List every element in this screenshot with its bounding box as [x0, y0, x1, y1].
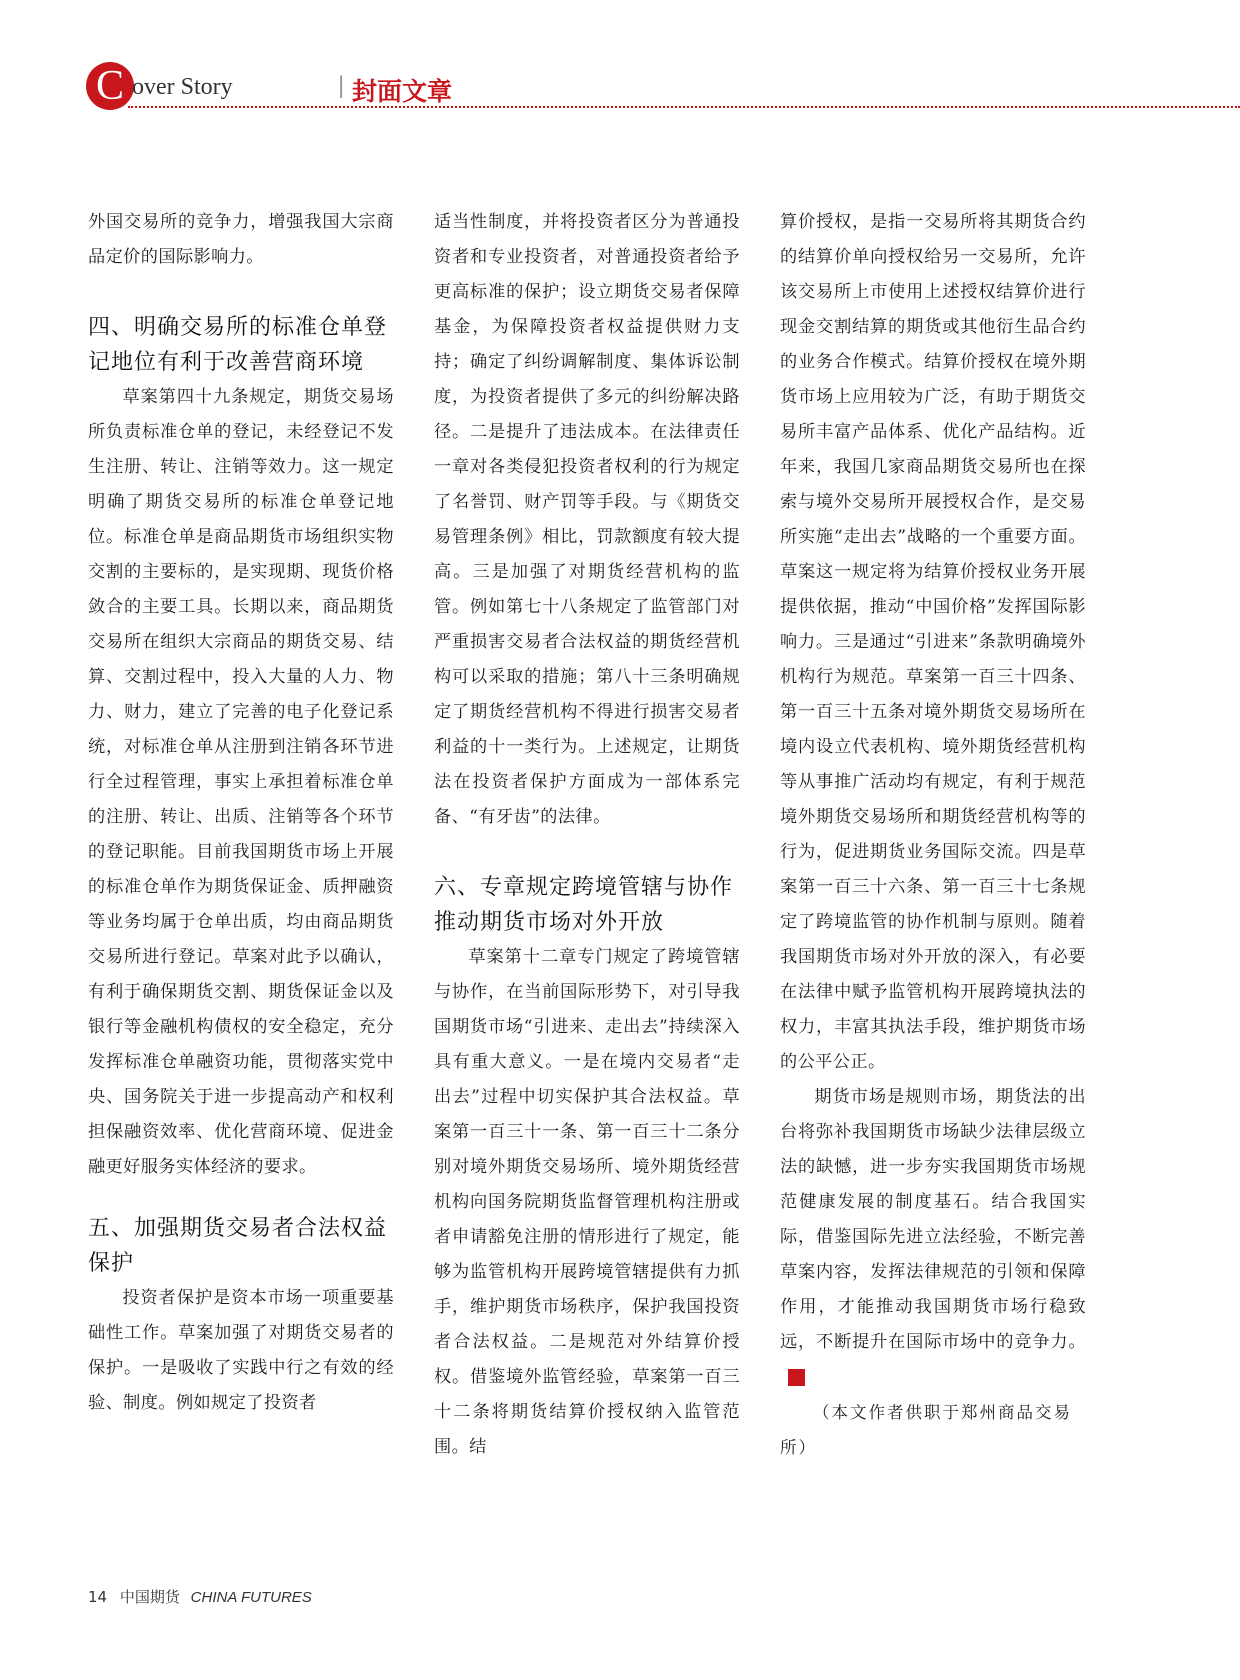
section-heading-5: 五、加强期货交易者合法权益保护	[88, 1216, 388, 1276]
header-dotted-rule	[128, 106, 1240, 108]
text-column-3	[780, 205, 1086, 1465]
magazine-name-cn: 中国期货	[119, 1588, 180, 1606]
paragraph: 草案第十二章专门规定了跨境管辖与协作，在当前国际形势下，对引导我国期货市场“引进来、走出去”持续深入具有重大意义。一是在境内交易者“走出去”过程中切实保护其合法权益。草案第一百三十一条、第一百三十二条分别对境外期货交易场所、境外期货经营机构向国务院期货监督管理机构注册或者申请豁免注册的情形进行了规定，能够为监管机构开展跨境管辖提供有力抓手，维护期货市场秩序，保护我国投资者合法权益。二是规范对外结算价授权。借鉴境外监管经验，草案第一百三十二条将期货结算价授权纳入监管范围。结	[434, 947, 740, 1457]
section-heading-6: 六、专章规定跨境管辖与协作推动期货市场对外开放	[434, 875, 734, 935]
text-column-1	[88, 205, 394, 1421]
paragraph: 投资者保护是资本市场一项重要基础性工作。草案加强了对期货交易者的保护。一是吸收了实践中行之有效的经验、制度。例如规定了投资者	[88, 1288, 394, 1413]
author-note: （本文作者供职于郑州商品交易所）	[780, 1403, 1072, 1457]
paragraph: 适当性制度，并将投资者区分为普通投资者和专业投资者，对普通投资者给予更高标准的保护；设立期货交易者保障基金，为保障投资者权益提供财力支持；确定了纠纷调解制度、集体诉讼制度，为投资者提供了多元的纠纷解决路径。二是提升了违法成本。在法律责任一章对各类侵犯投资者权利的行为规定了名誉罚、财产罚等手段。与《期货交易管理条例》相比，罚款额度有较大提高。三是加强了对期货经营机构的监管。例如第七十八条规定了监管部门对严重损害交易者合法权益的期货经营机构可以采取的措施；第八十三条明确规定了期货经营机构不得进行损害交易者利益的十一类行为。上述规定，让期货法在投资者保护方面成为一部体系完备、“有牙齿”的法律。	[434, 212, 740, 827]
page-number: 14	[88, 1588, 108, 1606]
page-header	[86, 58, 1240, 108]
page-footer	[88, 1586, 312, 1607]
header-separator: |	[338, 72, 345, 99]
paragraph: 算价授权，是指一交易所将其期货合约的结算价单向授权给另一交易所，允许该交易所上市使用上述授权结算价进行现金交割结算的期货或其他衍生品合约的业务合作模式。结算价授权在境外期货市场上应用较为广泛，有助于期货交易所丰富产品体系、优化产品结构。近年来，我国几家商品期货交易所也在探索与境外交易所开展授权合作，是交易所实施“走出去”战略的一个重要方面。草案这一规定将为结算价授权业务开展提供依据，推动“中国价格”发挥国际影响力。三是通过“引进来”条款明确境外机构行为规范。草案第一百三十四条、第一百三十五条对境外期货交易场所在境内设立代表机构、境外期货经营机构等从事推广活动均有规定，有利于规范境外期货交易场所和期货经营机构等的行为，促进期货业务国际交流。四是草案第一百三十六条、第一百三十七条规定了跨境监管的协作机制与原则。随着我国期货市场对外开放的深入，有必要在法律中赋予监管机构开展跨境执法的权力，丰富其执法手段，维护期货市场的公平公正。	[780, 212, 1086, 1072]
text-column-2	[434, 205, 740, 1465]
section-title-cn: 封面文章	[352, 77, 453, 106]
closing-paragraph-text: 期货市场是规则市场，期货法的出台将弥补我国期货市场缺少法律层级立法的缺憾，进一步夯实我国期货市场规范健康发展的制度基石。结合我国实际，借鉴国际先进立法经验，不断完善草案内容，发挥法律规范的引领和保障作用，才能推动我国期货市场行稳致远，不断提升在国际市场中的竞争力。	[780, 1087, 1086, 1352]
paragraph: 外国交易所的竞争力，增强我国大宗商品定价的国际影响力。	[88, 212, 394, 267]
cover-story-logo-letter: C	[86, 62, 134, 110]
paragraph: 草案第四十九条规定，期货交易场所负责标准仓单的登记，未经登记不发生注册、转让、注销等效力。这一规定明确了期货交易所的标准仓单登记地位。标准仓单是商品期货市场组织实物交割的主要标的，是实现期、现货价格敛合的主要工具。长期以来，商品期货交易所在组织大宗商品的期货交易、结算、交割过程中，投入大量的人力、物力、财力，建立了完善的电子化登记系统，对标准仓单从注册到注销各环节进行全过程管理，事实上承担着标准仓单的注册、转让、出质、注销等各个环节的登记职能。目前我国期货市场上开展的标准仓单作为期货保证金、质押融资等业务均属于仓单出质，均由商品期货交易所进行登记。草案对此予以确认，有利于确保期货交割、期货保证金以及银行等金融机构债权的安全稳定，充分发挥标准仓单融资功能，贯彻落实党中央、国务院关于进一步提高动产和权利担保融资效率、优化营商环境、促进金融更好服务实体经济的要求。	[88, 387, 394, 1177]
section-heading-4: 四、明确交易所的标准仓单登记地位有利于改善营商环境	[88, 315, 388, 375]
paragraph	[780, 1080, 1086, 1395]
cover-story-logo-text: over Story	[132, 74, 233, 100]
magazine-name-en: CHINA FUTURES	[190, 1589, 312, 1606]
end-of-article-icon: 回	[788, 1369, 805, 1386]
